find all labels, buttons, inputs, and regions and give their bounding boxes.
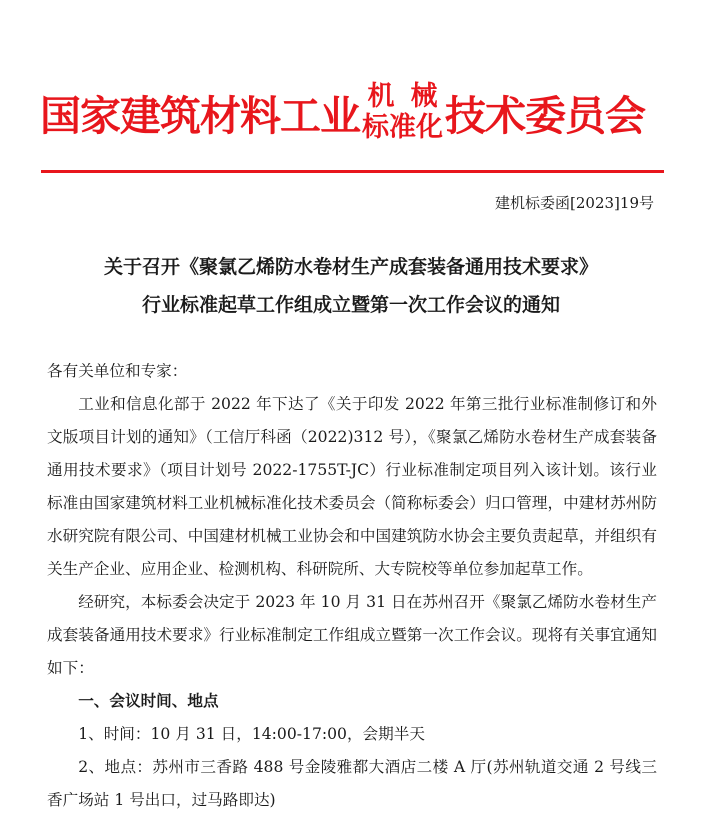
paragraph-decision: 经研究，本标委会决定于 2023 年 10 月 31 日在苏州召开《聚氯乙烯防水卷材生产成套装备通用技术要求》行业标准制定工作组成立暨第一次工作会议。现将有关事宜通知如下： — [47, 593, 657, 677]
letterhead-title-left: 国家建筑材料工业 — [40, 91, 360, 140]
notice-body — [47, 355, 657, 817]
item-time: 1、时间：10 月 31 日，14:00-17:00，会期半天 — [78, 725, 425, 743]
letterhead-title — [40, 72, 665, 152]
letterhead-stack-top: 机械 — [367, 81, 454, 112]
letterhead-title-stack — [362, 81, 454, 143]
salutation: 各有关单位和专家： — [47, 362, 188, 380]
notice-title-line-1: 关于召开《聚氯乙烯防水卷材生产成套装备通用技术要求》 — [103, 256, 598, 278]
letterhead-divider — [41, 170, 664, 173]
item-place: 2、地点：苏州市三香路 488 号金陵雅都大酒店二楼 A 厅(苏州轨道交通 2 号线三香广场站 1 号出口，过马路即达) — [47, 758, 657, 809]
section-heading-time-place: 一、会议时间、地点 — [78, 692, 219, 710]
paragraph-background: 工业和信息化部于 2022 年下达了《关于印发 2022 年第三批行业标准制修订和外文版项目计划的通知》（工信厅科函（2022)312 号），《聚氯乙烯防水卷材生产成套装备通用技术要求》（项目计划号 2022-1755T-JC）行业标准制定项目列入该计划。该行业标准由国家建筑材料工业机械标准化技术委员会（简称标委会）归口管理，中建材苏州防水研究院有限公司、中国建材机械工业协会和中国建筑防水协会主要负责起草，并组织有关生产企业、应用企业、检测机构、科研院所、大专院校等单位参加起草工作。 — [47, 395, 657, 578]
document-number: 建机标委函[2023]19号 — [495, 194, 654, 212]
notice-title-line-2: 行业标准起草工作组成立暨第一次工作会议的通知 — [141, 294, 560, 316]
letterhead-title-right: 技术委员会 — [445, 91, 645, 140]
letterhead-stack-bottom: 标准化 — [362, 112, 443, 143]
